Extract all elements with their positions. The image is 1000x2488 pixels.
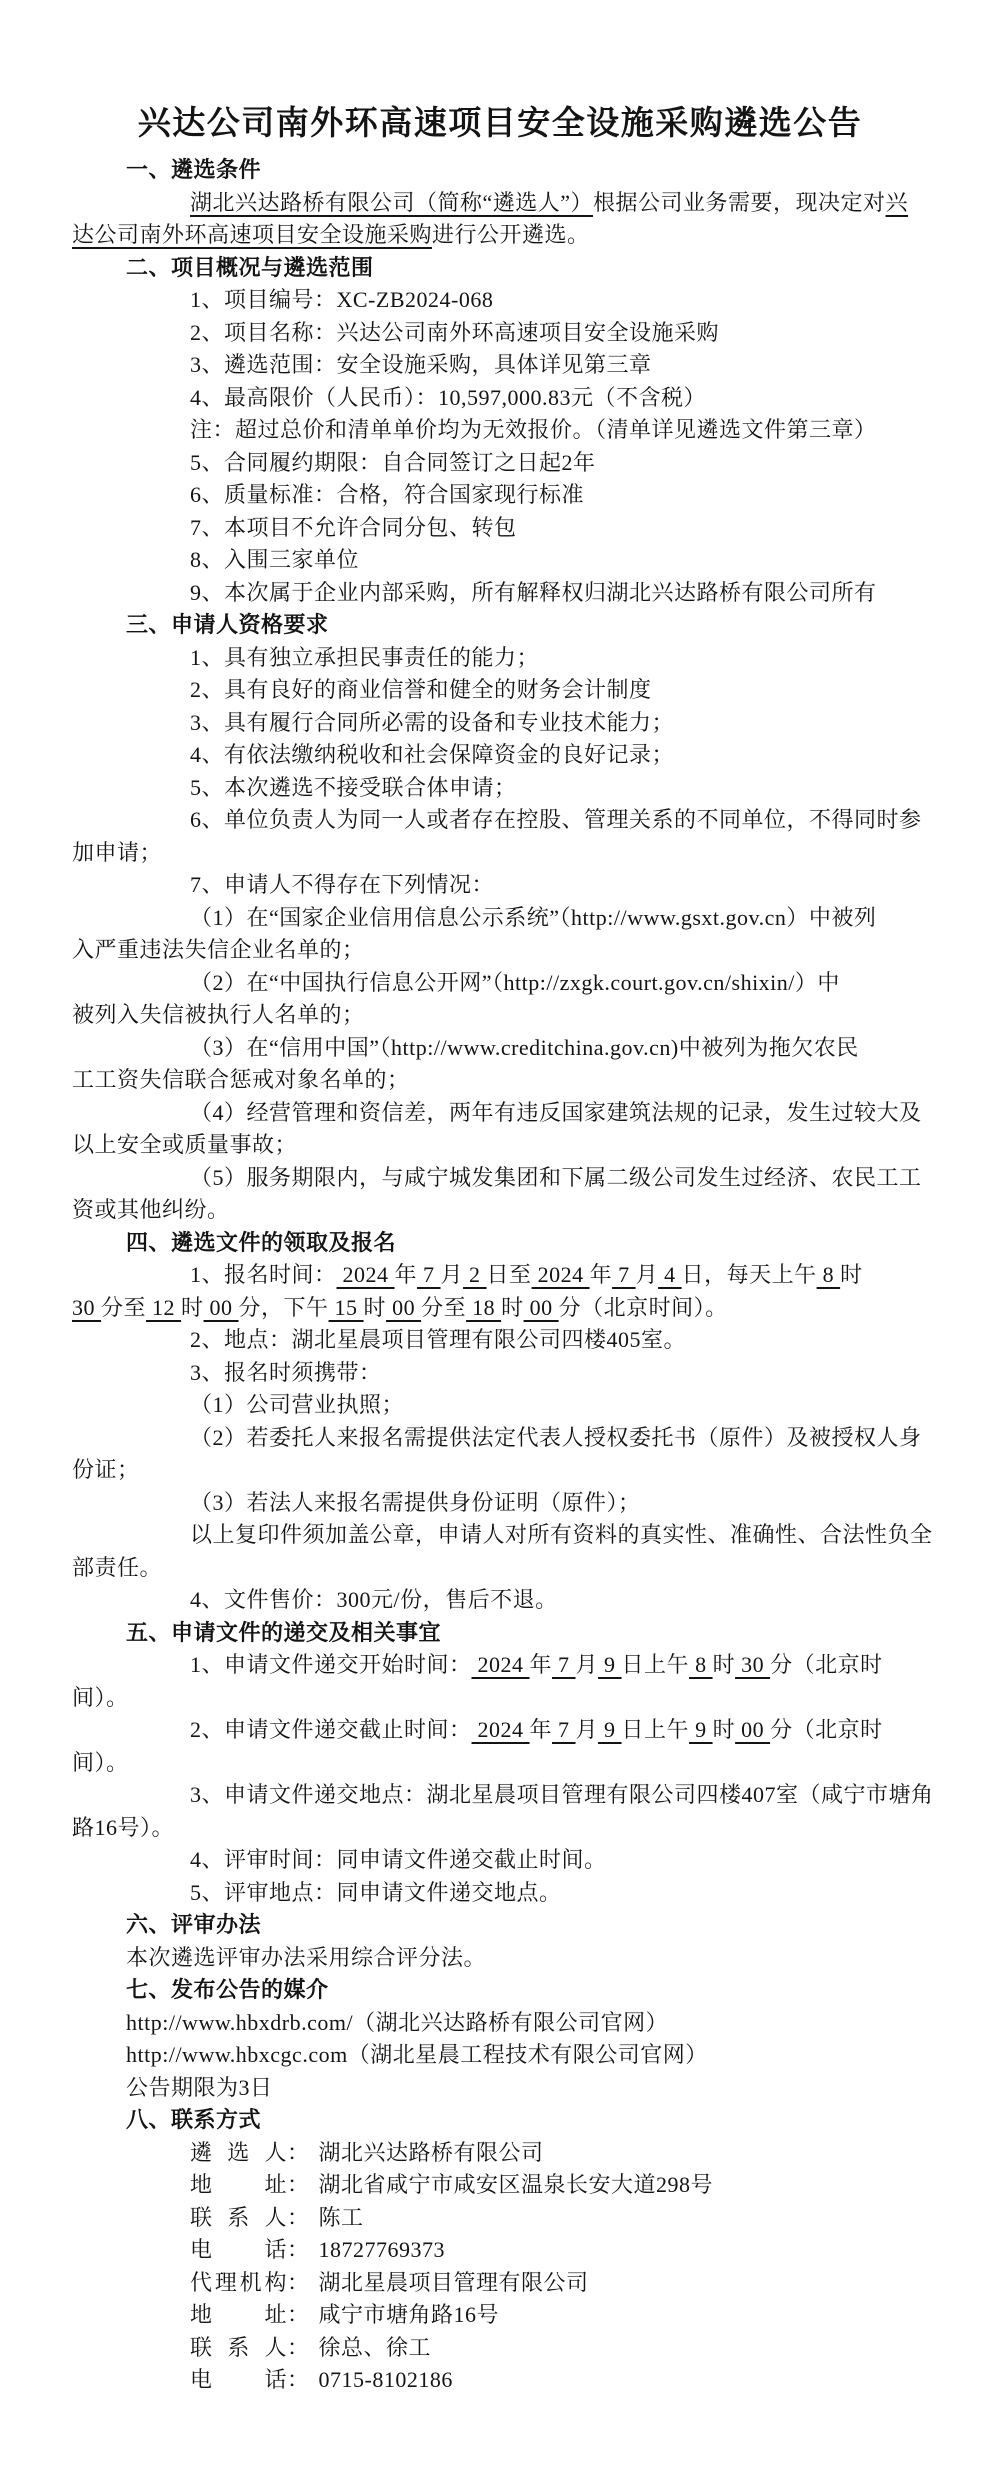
bring-documents-line: 3、报名时须携带： (190, 1359, 382, 1385)
text-segment: 分（北京时 (770, 1652, 883, 1677)
text-segment: 日上午 (621, 1717, 690, 1742)
violation-record-line: （4）经营管理和资信差，两年有违反国家建筑法规的记录，发生过较大及 (190, 1099, 922, 1125)
underlined-fill-in-text: 7 (552, 1717, 576, 1742)
contact-value: 陈工 (318, 2204, 364, 2230)
text-segment: 年 (394, 1262, 418, 1287)
text-segment: 时 (501, 1294, 524, 1320)
section-6-heading: 六、评审办法 (126, 1912, 262, 1937)
underlined-fill-in-text: 7 (417, 1262, 441, 1287)
underlined-fill-in-text: 7 (612, 1262, 636, 1287)
underlined-fill-in-text: 00 (203, 1294, 239, 1320)
underlined-fill-in-text: 8 (816, 1262, 841, 1287)
shortlist-line: 8、入围三家单位 (190, 547, 360, 572)
underlined-fill-in-text: 9 (689, 1717, 713, 1742)
text-segment: 2、申请文件递交截止时间： (190, 1717, 472, 1742)
contact-label: 联系人 (190, 2334, 287, 2360)
price-note-line: 注：超过总价和清单单价均为无效报价。（清单详见遴选文件第三章） (190, 417, 877, 442)
text-segment: 月 (575, 1652, 599, 1677)
qualification-line: 2、具有良好的商业信誉和健全的财务会计制度 (190, 677, 652, 702)
document-price-line: 4、文件售价：300元/份，售后不退。 (190, 1587, 558, 1612)
blacklist-gsxt-line-cont: 入严重违法失信企业名单的； (72, 937, 365, 962)
text-segment: 时 (712, 1652, 736, 1677)
section-2-heading: 二、项目概况与遴选范围 (126, 254, 374, 280)
contact-row-phone (0, 2234, 1000, 2267)
blacklist-creditchina-line-cont: 工工资失信联合惩戒对象名单的； (72, 1067, 410, 1092)
underlined-fill-in-text: 达公司南外环高速项目安全设施采购 (72, 222, 433, 247)
text-segment: 月 (440, 1262, 464, 1287)
copy-seal-note-line: 以上复印件须加盖公章，申请人对所有资料的真实性、准确性、合法性负全 (190, 1522, 933, 1547)
text-segment: 分（北京时间）。 (558, 1294, 728, 1320)
project-name-line: 2、项目名称：兴达公司南外环高速项目安全设施采购 (190, 319, 720, 345)
text-segment: 日至 (486, 1262, 532, 1287)
qualification-line: 3、具有履行合同所必需的设备和专业技术能力； (190, 709, 675, 735)
submission-start-line-cont: 间）。 (72, 1684, 129, 1710)
qualification-line-cont: 加申请； (72, 839, 163, 865)
contact-value: 湖北省咸宁市咸安区温泉长安大道298号 (318, 2172, 714, 2197)
copy-seal-note-line-cont: 部责任。 (72, 1554, 163, 1580)
underlined-fill-in-text: 9 (598, 1652, 622, 1677)
blacklist-gsxt-line: （1）在“国家企业信用信息公示系统”（http://www.gsxt.gov.cn）中被列 (190, 904, 877, 930)
dispute-line-cont: 资或其他纠纷。 (72, 1197, 230, 1222)
contact-colon: ： (287, 2204, 310, 2230)
qualification-line: 1、具有独立承担民事责任的能力； (190, 644, 540, 670)
review-place-line: 5、评审地点：同申请文件递交地点。 (190, 1879, 562, 1905)
underlined-fill-in-text: 2024 (471, 1717, 530, 1742)
review-method-line: 本次遴选评审办法采用综合评分法。 (126, 1944, 487, 1970)
intro-paragraph-line-1 (0, 187, 1000, 220)
contact-label: 联系人 (190, 2204, 287, 2230)
submission-deadline-line (0, 1714, 1000, 1747)
qualification-line: 7、申请人不得存在下列情况： (190, 872, 495, 897)
text-segment: 时 (840, 1262, 863, 1287)
text-segment: 日上午 (621, 1652, 690, 1677)
contact-label: 电话 (190, 2367, 287, 2392)
underlined-fill-in-text: 2 (463, 1262, 487, 1287)
text-segment: 分（北京时 (770, 1717, 883, 1742)
contact-value: 徐总、徐工 (318, 2334, 432, 2360)
proxy-document-line: （2）若委托人来报名需提供法定代表人授权委托书（原件）及被授权人身 (190, 1424, 922, 1450)
contact-row-agency-address (0, 2299, 1000, 2332)
text-segment: 时 (363, 1294, 387, 1320)
contact-label: 遴选人 (190, 2139, 287, 2165)
contact-colon: ： (287, 2334, 310, 2360)
contract-term-line: 5、合同履约期限：自合同签订之日起2年 (190, 449, 596, 475)
registration-time-line (0, 1259, 1000, 1292)
contact-colon: ： (287, 2172, 310, 2197)
contact-value: 咸宁市塘角路16号 (318, 2302, 500, 2327)
violation-record-line-cont: 以上安全或质量事故； (72, 1132, 298, 1157)
underlined-fill-in-text: 15 (328, 1294, 364, 1320)
qualification-line: 5、本次遴选不接受联合体申请； (190, 774, 517, 800)
dispute-line: （5）服务期限内，与咸宁城发集团和下属二级公司发生过经济、农民工工 (190, 1164, 922, 1190)
submission-start-line (0, 1649, 1000, 1682)
underlined-fill-in-text: 湖北兴达路桥有限公司（简称“遴选人”） (190, 189, 594, 215)
underlined-fill-in-text: 30 (735, 1652, 771, 1677)
blacklist-creditchina-line: （3）在“信用中国”（http://www.creditchina.gov.cn)中被列为拖欠农民 (190, 1034, 859, 1060)
contact-colon: ： (287, 2269, 310, 2295)
contact-row-address (0, 2169, 1000, 2202)
contact-colon: ： (287, 2367, 310, 2392)
contact-value: 0715-8102186 (318, 2367, 453, 2392)
qualification-line: 4、有依法缴纳税收和社会保障资金的良好记录； (190, 742, 675, 767)
text-segment: 时 (712, 1717, 736, 1742)
section-5-heading: 五、申请文件的递交及相关事宜 (126, 1619, 442, 1645)
contact-colon: ： (287, 2139, 310, 2165)
contact-value: 18727769373 (318, 2237, 446, 2262)
section-8-heading: 八、联系方式 (126, 2107, 262, 2132)
business-license-line: （1）公司营业执照； (190, 1392, 405, 1417)
contact-row-agency (0, 2267, 1000, 2300)
contact-colon: ： (287, 2237, 310, 2262)
doc-title: 兴达公司南外环高速项目安全设施采购遴选公告 (137, 106, 863, 142)
underlined-fill-in-text: 2024 (336, 1262, 395, 1287)
contact-row-person (0, 2202, 1000, 2235)
text-segment: 1、申请文件递交开始时间： (190, 1652, 472, 1677)
contact-label: 电话 (190, 2237, 287, 2262)
underlined-fill-in-text: 2024 (531, 1262, 590, 1287)
section-7-heading: 七、发布公告的媒介 (126, 1977, 329, 2002)
text-segment: 年 (529, 1652, 553, 1677)
contact-label: 地址 (190, 2172, 287, 2197)
qualification-line: 6、单位负责人为同一人或者存在控股、管理关系的不同单位，不得同时参 (190, 807, 922, 832)
announcement-url-hbxcgc: http://www.hbxcgc.com（湖北星晨工程技术有限公司官网） (126, 2042, 708, 2067)
price-cap-line: 4、最高限价（人民币）：10,597,000.83元（不含税） (190, 384, 707, 410)
underlined-fill-in-text: 7 (552, 1652, 576, 1677)
contact-colon: ： (287, 2302, 310, 2327)
text-segment: 年 (529, 1717, 553, 1742)
contact-value: 湖北星晨项目管理有限公司 (318, 2269, 589, 2295)
section-1-heading: 一、遴选条件 (126, 157, 262, 182)
quality-standard-line: 6、质量标准：合格，符合国家现行标准 (190, 482, 585, 507)
underlined-fill-in-text: 2024 (471, 1652, 530, 1677)
contact-value: 湖北兴达路桥有限公司 (318, 2139, 544, 2165)
doc-body (0, 154, 1000, 2397)
blacklist-court-line-cont: 被列入失信被执行人名单的； (72, 1002, 365, 1027)
text-segment: 月 (635, 1262, 659, 1287)
no-subcontract-line: 7、本项目不允许合同分包、转包 (190, 514, 517, 540)
text-segment: 月 (575, 1717, 599, 1742)
text-segment: 进行公开遴选。 (432, 222, 590, 247)
underlined-fill-in-text: 8 (689, 1652, 713, 1677)
contact-label: 地址 (190, 2302, 287, 2327)
underlined-fill-in-text: 00 (386, 1294, 422, 1320)
blacklist-court-line: （2）在“中国执行信息公开网”（http://zxgk.court.gov.cn/shixin/）中 (190, 969, 840, 995)
underlined-fill-in-text: 12 (146, 1294, 182, 1320)
text-segment: 时 (181, 1294, 204, 1320)
intro-paragraph-line-2 (0, 219, 1000, 252)
underlined-fill-in-text: 00 (523, 1294, 559, 1320)
registration-time-line-cont (0, 1292, 1000, 1325)
contact-row-agency-phone (0, 2364, 1000, 2397)
text-segment: 1、报名时间： (190, 1262, 337, 1287)
text-segment: 日，每天上午 (681, 1262, 817, 1287)
section-4-heading: 四、遴选文件的领取及报名 (126, 1229, 397, 1255)
announcement-period-line: 公告期限为3日 (126, 2074, 273, 2100)
contact-row-agency-person (0, 2332, 1000, 2365)
announcement-url-hbxdrb: http://www.hbxdrb.com/（湖北兴达路桥有限公司官网） (126, 2009, 669, 2035)
scope-line: 3、遴选范围：安全设施采购，具体详见第三章 (190, 352, 652, 377)
text-segment: 根据公司业务需要，现决定对 (593, 189, 886, 215)
section-3-heading: 三、申请人资格要求 (126, 612, 329, 637)
underlined-fill-in-text: 兴 (885, 189, 909, 215)
text-segment: 分至 (101, 1294, 147, 1320)
proxy-document-line-cont: 份证； (72, 1457, 140, 1482)
registration-place-line: 2、地点：湖北星晨项目管理有限公司四楼405室。 (190, 1327, 687, 1352)
text-segment: 分至 (421, 1294, 467, 1320)
underlined-fill-in-text: 9 (598, 1717, 622, 1742)
contact-row-selector (0, 2137, 1000, 2170)
review-time-line: 4、评审时间：同申请文件递交截止时间。 (190, 1847, 607, 1872)
underlined-fill-in-text: 18 (466, 1294, 502, 1320)
internal-purchase-line: 9、本次属于企业内部采购，所有解释权归湖北兴达路桥有限公司所有 (190, 579, 877, 605)
text-segment: 年 (589, 1262, 613, 1287)
underlined-fill-in-text: 30 (72, 1294, 101, 1320)
underlined-fill-in-text: 00 (735, 1717, 771, 1742)
submission-place-line-cont: 路16号）。 (72, 1814, 175, 1840)
underlined-fill-in-text: 4 (658, 1262, 682, 1287)
submission-deadline-line-cont: 间）。 (72, 1749, 129, 1775)
contact-label: 代理机构 (190, 2269, 287, 2295)
text-segment: 分，下午 (238, 1294, 329, 1320)
legal-person-id-line: （3）若法人来报名需提供身份证明（原件）； (190, 1489, 641, 1515)
project-number-line: 1、项目编号：XC-ZB2024-068 (190, 287, 494, 312)
submission-place-line: 3、申请文件递交地点：湖北星晨项目管理有限公司四楼407室（咸宁市塘角 (190, 1782, 934, 1807)
